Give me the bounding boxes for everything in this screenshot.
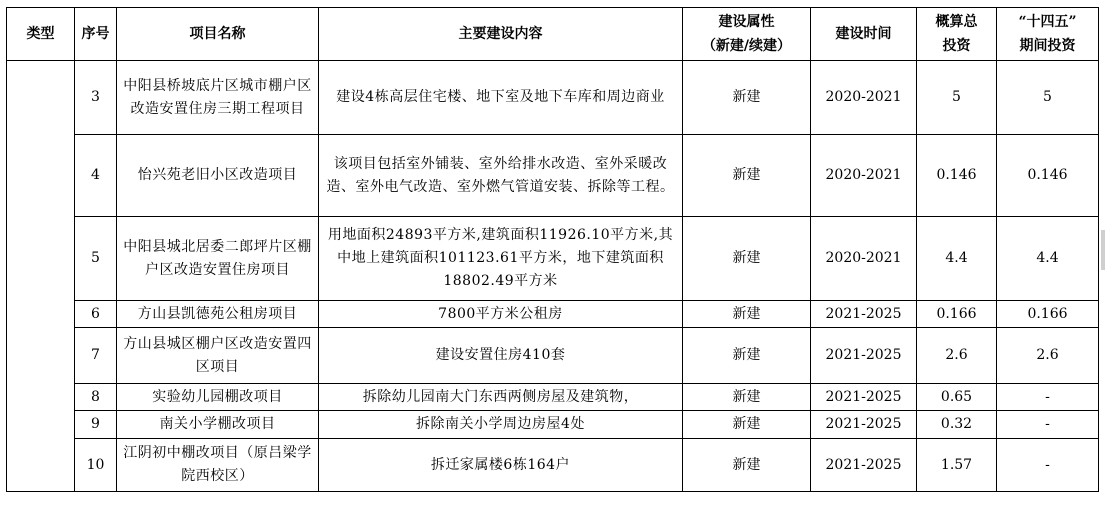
- total-investment-cell: 4.4: [917, 217, 997, 301]
- build-attribute-cell: 新建: [683, 328, 811, 384]
- table-row: [7, 61, 1099, 135]
- table-row: [7, 384, 1099, 411]
- build-period-cell: 2021-2025: [811, 301, 917, 328]
- build-period-cell: 2020-2021: [811, 61, 917, 135]
- seq-cell: 9: [75, 411, 117, 439]
- header-name: 项目名称: [117, 8, 319, 61]
- header-seq: 序号: [75, 8, 117, 61]
- build-period-cell: 2021-2025: [811, 411, 917, 439]
- header-attr: 建设属性 （新建/续建）: [683, 8, 811, 61]
- table-row: [7, 301, 1099, 328]
- project-name-cell: 怡兴苑老旧小区改造项目: [117, 135, 319, 217]
- build-attribute-cell: 新建: [683, 61, 811, 135]
- build-attribute-cell: 新建: [683, 411, 811, 439]
- seq-cell: 8: [75, 384, 117, 411]
- plan-investment-cell: -: [997, 411, 1099, 439]
- table-row: [7, 439, 1099, 492]
- total-investment-cell: 0.32: [917, 411, 997, 439]
- plan-investment-cell: -: [997, 384, 1099, 411]
- construction-content-cell: 该项目包括室外铺装、室外给排水改造、室外采暖改造、室外电气改造、室外燃气管道安装、拆除等工程。: [319, 135, 683, 217]
- build-period-cell: 2021-2025: [811, 439, 917, 492]
- table-row: [7, 328, 1099, 384]
- seq-cell: 3: [75, 61, 117, 135]
- project-table: [6, 7, 1099, 492]
- project-name-cell: 方山县城区棚户区改造安置四区项目: [117, 328, 319, 384]
- plan-investment-cell: 0.146: [997, 135, 1099, 217]
- construction-content-cell: 拆除南关小学周边房屋4处: [319, 411, 683, 439]
- plan-investment-cell: 2.6: [997, 328, 1099, 384]
- total-investment-cell: 1.57: [917, 439, 997, 492]
- project-name-cell: 中阳县桥坡底片区城市棚户区改造安置住房三期工程项目: [117, 61, 319, 135]
- seq-cell: 10: [75, 439, 117, 492]
- build-period-cell: 2020-2021: [811, 217, 917, 301]
- header-invest: 概算总 投资: [917, 8, 997, 61]
- build-period-cell: 2021-2025: [811, 384, 917, 411]
- build-attribute-cell: 新建: [683, 301, 811, 328]
- construction-content-cell: 7800平方米公租房: [319, 301, 683, 328]
- build-attribute-cell: 新建: [683, 135, 811, 217]
- project-name-cell: 江阴初中棚改项目（原吕梁学院西校区）: [117, 439, 319, 492]
- build-attribute-cell: 新建: [683, 384, 811, 411]
- scan-edge-mark: [1101, 230, 1105, 270]
- header-row: [7, 8, 1099, 61]
- total-investment-cell: 2.6: [917, 328, 997, 384]
- build-period-cell: 2020-2021: [811, 135, 917, 217]
- construction-content-cell: 拆除幼儿园南大门东西两侧房屋及建筑物，: [319, 384, 683, 411]
- project-name-cell: 实验幼儿园棚改项目: [117, 384, 319, 411]
- table-row: [7, 411, 1099, 439]
- seq-cell: 7: [75, 328, 117, 384]
- project-name-cell: 方山县凯德苑公租房项目: [117, 301, 319, 328]
- plan-investment-cell: 4.4: [997, 217, 1099, 301]
- plan-investment-cell: 5: [997, 61, 1099, 135]
- construction-content-cell: 拆迁家属楼6栋164户: [319, 439, 683, 492]
- construction-content-cell: 建设安置住房410套: [319, 328, 683, 384]
- project-name-cell: 中阳县城北居委二郎坪片区棚户区改造安置住房项目: [117, 217, 319, 301]
- header-plan: “十四五” 期间投资: [997, 8, 1099, 61]
- project-name-cell: 南关小学棚改项目: [117, 411, 319, 439]
- total-investment-cell: 0.65: [917, 384, 997, 411]
- seq-cell: 4: [75, 135, 117, 217]
- seq-cell: 5: [75, 217, 117, 301]
- type-cell: [7, 61, 75, 492]
- plan-investment-cell: -: [997, 439, 1099, 492]
- seq-cell: 6: [75, 301, 117, 328]
- build-period-cell: 2021-2025: [811, 328, 917, 384]
- table-row: [7, 217, 1099, 301]
- header-content: 主要建设内容: [319, 8, 683, 61]
- table-row: [7, 135, 1099, 217]
- construction-content-cell: 建设4栋高层住宅楼、地下室及地下车库和周边商业: [319, 61, 683, 135]
- total-investment-cell: 0.146: [917, 135, 997, 217]
- build-attribute-cell: 新建: [683, 217, 811, 301]
- plan-investment-cell: 0.166: [997, 301, 1099, 328]
- construction-content-cell: 用地面积24893平方米,建筑面积11926.10平方米,其中地上建筑面积101123.61平方米，地下建筑面积18802.49平方米: [319, 217, 683, 301]
- build-attribute-cell: 新建: [683, 439, 811, 492]
- header-time: 建设时间: [811, 8, 917, 61]
- total-investment-cell: 0.166: [917, 301, 997, 328]
- total-investment-cell: 5: [917, 61, 997, 135]
- header-type: 类型: [7, 8, 75, 61]
